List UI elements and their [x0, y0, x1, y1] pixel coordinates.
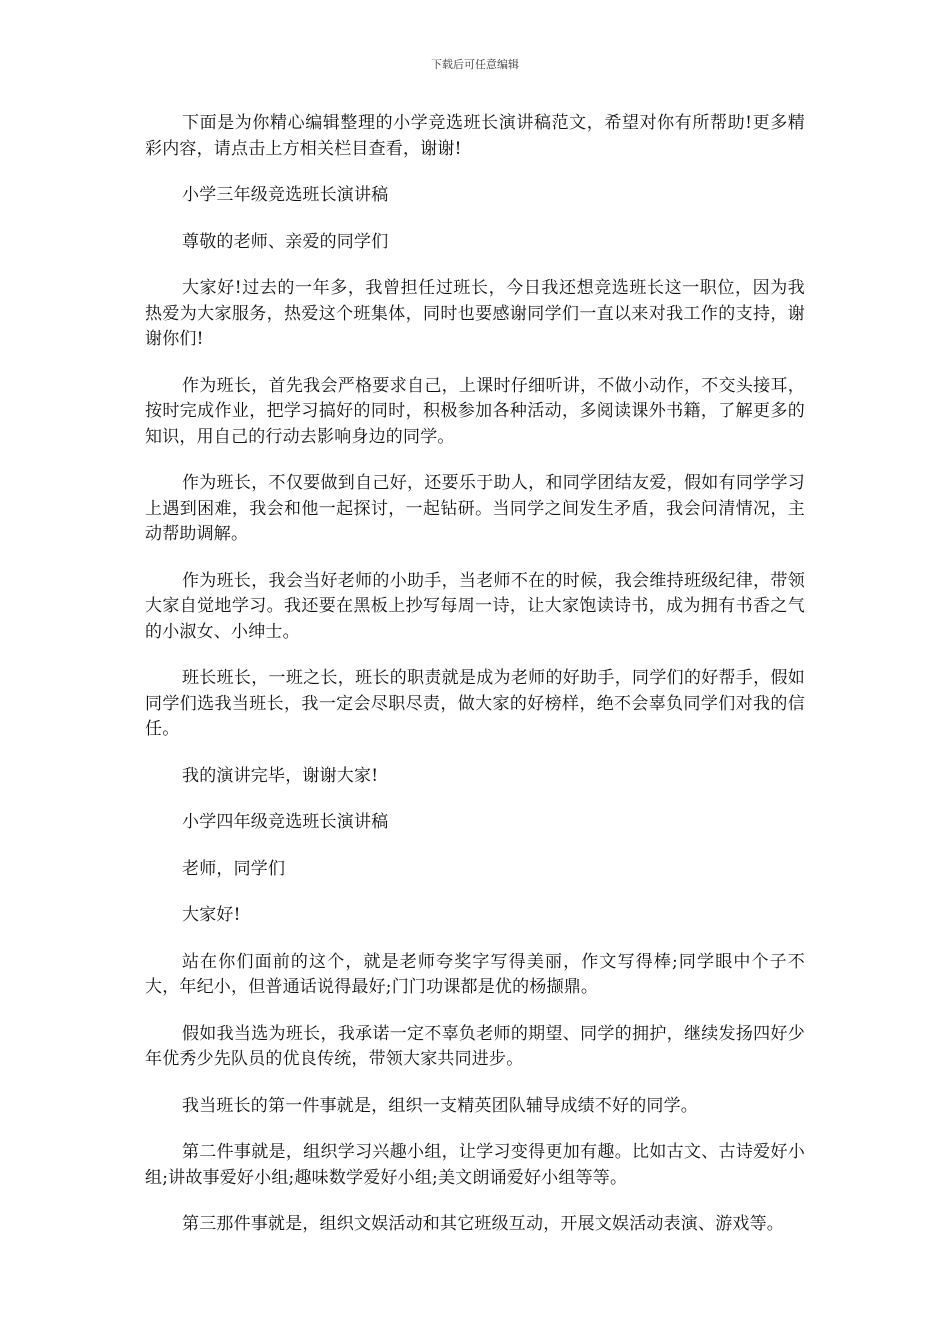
greeting: 大家好! [182, 905, 241, 925]
document-body [145, 111, 805, 1259]
paragraph: 站在你们面前的这个，就是老师夸奖字写得美丽，作文写得棒;同学眼中个子不大，年纪小，但普通话说得最好;门门功课都是优的杨撷鼎。 [145, 951, 805, 997]
salutation: 老师，同学们 [182, 858, 286, 879]
paragraph: 作为班长，不仅要做到自己好，还要乐于助人，和同学团结友爱，假如有同学学习上遇到困难，我会和他一起探讨，一起钻研。当同学之间发生矛盾，我会问清情况，主动帮助调解。 [145, 473, 805, 544]
salutation: 尊敬的老师、亲爱的同学们 [182, 231, 389, 252]
closing-line: 我的演讲完毕，谢谢大家! [182, 765, 379, 786]
page-header: 下载后可任意编辑 [431, 58, 519, 71]
paragraph: 第二件事就是，组织学习兴趣小组，让学习变得更加有趣。比如古文、古诗爱好小组;讲故事爱好小组;趣味数学爱好小组;美文朗诵爱好小组等等。 [145, 1142, 805, 1188]
paragraph: 假如我当选为班长，我承诺一定不辜负老师的期望、同学的拥护，继续发扬四好少年优秀少先队员的优良传统，带领大家共同进步。 [145, 1023, 805, 1069]
paragraph-intro: 下面是为你精心编辑整理的小学竞选班长演讲稿范文，希望对你有所帮助!更多精彩内容，请点击上方相关栏目查看，谢谢! [145, 113, 805, 159]
paragraph: 我当班长的第一件事就是，组织一支精英团队辅导成绩不好的同学。 [182, 1095, 698, 1116]
paragraph: 班长班长，一班之长，班长的职责就是成为老师的好助手，同学们的好帮手，假如同学们选我当班长，我一定会尽职尽责，做大家的好榜样，绝不会辜负同学们对我的信任。 [145, 668, 805, 739]
paragraph: 作为班长，首先我会严格要求自己，上课时仔细听讲，不做小动作，不交头接耳，按时完成作业，把学习搞好的同时，积极参加各种活动，多阅读课外书籍，了解更多的知识，用自己的行动去影响身边的同学。 [145, 375, 805, 447]
paragraph: 大家好!过去的一年多，我曾担任过班长，今日我还想竞选班长这一职位，因为我热爱为大家服务，热爱这个班集体，同时也要感谢同学们一直以来对我工作的支持，谢谢你们! [145, 278, 805, 349]
paragraph: 作为班长，我会当好老师的小助手，当老师不在的时候，我会维持班级纪律，带领大家自觉地学习。我还要在黑板上抄写每周一诗，让大家饱读诗书，成为拥有书香之气的小淑女、小绅士。 [145, 570, 805, 642]
section-title-grade4: 小学四年级竞选班长演讲稿 [182, 812, 389, 832]
paragraph: 第三那件事就是，组织文娱活动和其它班级互动，开展文娱活动表演、游戏等。 [182, 1214, 784, 1234]
section-title-grade3: 小学三年级竞选班长演讲稿 [182, 185, 389, 205]
